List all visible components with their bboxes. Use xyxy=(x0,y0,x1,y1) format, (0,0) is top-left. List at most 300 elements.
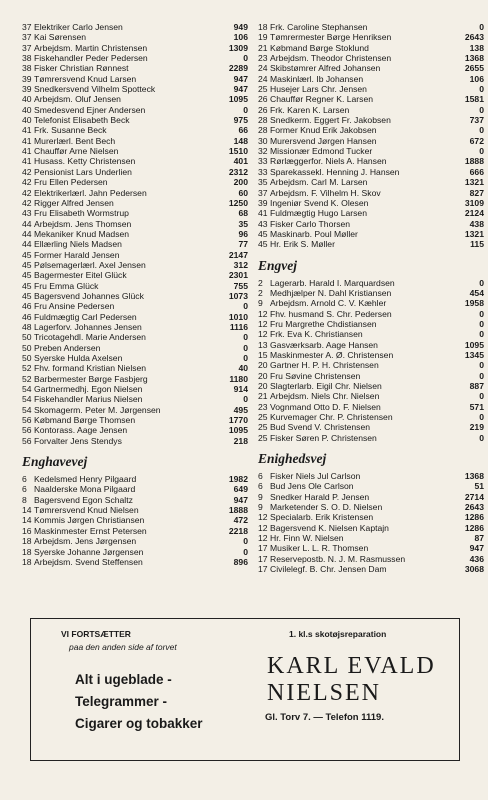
entry-phone: 0 xyxy=(479,318,484,329)
directory-entry xyxy=(22,515,248,525)
directory-entry xyxy=(258,84,484,94)
directory-entry xyxy=(22,557,248,567)
entry-phone: 947 xyxy=(233,494,248,505)
directory-entry xyxy=(258,288,484,298)
entry-phone: 66 xyxy=(238,125,248,136)
entry-name: Vognmand Otto D. F. Nielsen xyxy=(270,401,381,412)
entry-number: 56 xyxy=(22,415,32,426)
directory-entry xyxy=(22,436,248,446)
entry-phone: 1309 xyxy=(228,42,248,53)
entry-phone: 1888 xyxy=(464,156,484,167)
entry-number: 40 xyxy=(22,94,32,105)
ad-brand-line1: KARL EVALD xyxy=(267,653,436,679)
directory-entry xyxy=(258,329,484,339)
entry-phone: 0 xyxy=(243,353,248,363)
directory-entry xyxy=(22,505,248,515)
entry-number: 12 xyxy=(258,522,268,533)
entry-number: 9 xyxy=(258,502,263,513)
entry-name: Slagterlarb. Eigil Chr. Nielsen xyxy=(270,381,382,391)
entry-phone: 454 xyxy=(469,287,484,298)
entry-phone: 436 xyxy=(469,553,484,564)
directory-entry xyxy=(22,94,248,104)
entry-phone: 401 xyxy=(233,156,248,167)
entry-phone: 40 xyxy=(238,363,248,374)
entry-phone: 0 xyxy=(479,22,484,32)
entry-number: 25 xyxy=(258,432,268,443)
entry-name: Elektrikerlærl. Jahn Pedersen xyxy=(34,187,147,198)
directory-entry xyxy=(258,63,484,73)
entry-phone: 1095 xyxy=(228,425,248,436)
entry-phone: 60 xyxy=(238,187,248,198)
entry-name: Rigger Alfred Jensen xyxy=(34,197,114,208)
directory-entry xyxy=(22,53,248,63)
entry-phone: 1368 xyxy=(464,471,484,482)
entry-phone: 1321 xyxy=(464,177,484,188)
entry-number: 38 xyxy=(22,53,32,64)
entry-number: 6 xyxy=(22,474,27,485)
entry-number: 6 xyxy=(258,471,263,482)
directory-entry xyxy=(22,74,248,84)
entry-number: 23 xyxy=(258,401,268,412)
entry-name: Smedesvend Ejner Andersen xyxy=(34,104,146,115)
ad-brand-line2: NIELSEN xyxy=(267,680,381,706)
entry-name: Arbejdsm. Oluf Jensen xyxy=(34,94,121,105)
entry-name: Syerske Johanne Jørgensen xyxy=(34,546,144,557)
entry-phone: 0 xyxy=(243,53,248,64)
directory-entry xyxy=(22,115,248,125)
entry-name: Maskinlærl. Ib Johansen xyxy=(270,73,364,84)
ad-tagline-2: Telegrammer - xyxy=(75,694,168,709)
entry-name: Skibstømrer Alfred Johansen xyxy=(270,63,381,74)
entry-number: 37 xyxy=(258,187,268,198)
advertisement-box xyxy=(30,618,460,761)
entry-phone: 1095 xyxy=(228,94,248,105)
entry-phone: 1073 xyxy=(228,290,248,301)
entry-name: Telefonist Elisabeth Beck xyxy=(34,115,130,126)
entry-name: Frk. Eva K. Christiansen xyxy=(270,329,363,340)
ad-continue-line2: paa den anden side af torvet xyxy=(69,642,177,652)
entry-phone: 887 xyxy=(469,381,484,391)
directory-entry xyxy=(22,177,248,187)
directory-entry xyxy=(258,512,484,522)
entry-phone: 106 xyxy=(469,73,484,84)
entry-number: 41 xyxy=(22,146,32,157)
directory-entry xyxy=(258,43,484,53)
entry-name: Fhv. formand Kristian Nielsen xyxy=(34,363,147,374)
entry-number: 40 xyxy=(22,104,32,115)
entry-number: 56 xyxy=(22,435,32,446)
entry-number: 43 xyxy=(22,208,32,219)
directory-entry xyxy=(22,208,248,218)
entry-number: 28 xyxy=(258,115,268,126)
directory-entry xyxy=(22,270,248,280)
entry-phone: 1770 xyxy=(228,415,248,426)
directory-entry xyxy=(258,298,484,308)
entry-number: 16 xyxy=(22,525,32,536)
entry-phone: 1095 xyxy=(464,339,484,350)
entry-name: Musiker L. L. R. Thomsen xyxy=(270,543,369,554)
entry-phone: 2714 xyxy=(464,491,484,502)
entry-phone: 77 xyxy=(238,239,248,250)
entry-number: 45 xyxy=(258,228,268,239)
directory-entry xyxy=(258,74,484,84)
directory-entry xyxy=(258,433,484,443)
entry-phone: 949 xyxy=(233,22,248,32)
entry-phone: 1510 xyxy=(228,146,248,157)
entry-number: 45 xyxy=(22,249,32,260)
entries-continued-left xyxy=(22,22,248,446)
street-heading-enighedsvej: Enighedsvej xyxy=(258,451,327,467)
entry-number: 28 xyxy=(258,125,268,136)
entry-name: Ingeniør Svend K. Olesen xyxy=(270,197,369,208)
entry-name: Pølsemagerlærl. Axel Jensen xyxy=(34,259,146,270)
entry-number: 8 xyxy=(22,494,27,505)
entry-number: 54 xyxy=(22,404,32,415)
directory-entry xyxy=(258,533,484,543)
entry-phone: 1286 xyxy=(464,522,484,533)
entry-number: 12 xyxy=(258,318,268,329)
entry-name: Preben Andersen xyxy=(34,342,101,353)
directory-entry xyxy=(22,32,248,42)
ad-continue-line1: VI FORTSÆTTER xyxy=(61,629,131,639)
entry-phone: 2289 xyxy=(228,63,248,74)
entry-number: 41 xyxy=(22,135,32,146)
entry-name: Tømrersvend Knud Nielsen xyxy=(34,505,139,516)
entry-name: Fru Søvine Christensen xyxy=(270,370,361,381)
directory-entry xyxy=(258,188,484,198)
directory-entry xyxy=(258,371,484,381)
directory-entry xyxy=(258,471,484,481)
directory-entry xyxy=(258,208,484,218)
entry-phone: 148 xyxy=(233,135,248,146)
directory-entry xyxy=(22,198,248,208)
entry-number: 39 xyxy=(22,84,32,95)
entry-number: 35 xyxy=(258,177,268,188)
directory-entry xyxy=(22,526,248,536)
directory-entry xyxy=(22,291,248,301)
entry-phone: 0 xyxy=(243,536,248,547)
entry-name: Former Knud Erik Jakobsen xyxy=(270,125,377,136)
entry-name: Fru Margrethe Chdistiansen xyxy=(270,318,377,329)
directory-entry xyxy=(22,353,248,363)
directory-entry xyxy=(258,543,484,553)
entry-name: Kai Sørensen xyxy=(34,32,87,43)
entry-name: Bud Svend V. Christensen xyxy=(270,422,371,433)
ad-brand xyxy=(267,653,436,707)
entry-phone: 947 xyxy=(469,543,484,554)
entry-number: 25 xyxy=(258,84,268,95)
directory-entry xyxy=(22,167,248,177)
entry-number: 41 xyxy=(22,156,32,167)
directory-entry xyxy=(22,63,248,73)
entry-name: Tømrermester Børge Henriksen xyxy=(270,32,392,43)
entry-name: Civilelegf. B. Chr. Jensen Dam xyxy=(270,564,387,575)
entry-phone: 2312 xyxy=(228,166,248,177)
directory-entry xyxy=(258,22,484,32)
entry-name: Naalderske Mona Pilgaard xyxy=(34,484,136,495)
entry-phone: 1180 xyxy=(229,373,248,384)
entry-phone: 0 xyxy=(243,301,248,312)
entry-number: 46 xyxy=(22,311,32,322)
entry-number: 26 xyxy=(258,94,268,105)
entry-phone: 827 xyxy=(469,187,484,198)
entry-phone: 1368 xyxy=(464,53,484,64)
directory-entry xyxy=(258,492,484,502)
entry-phone: 0 xyxy=(479,432,484,443)
directory-entry xyxy=(258,239,484,249)
entry-phone: 0 xyxy=(479,370,484,381)
directory-entry xyxy=(258,198,484,208)
left-column xyxy=(22,22,248,567)
entry-name: Frk. Caroline Stephansen xyxy=(270,22,368,32)
directory-entry xyxy=(258,278,484,288)
entry-name: Arbejdsm. Niels Chr. Nielsen xyxy=(270,391,380,402)
entry-name: Pensionist Lars Underlien xyxy=(34,166,132,177)
directory-entry xyxy=(258,422,484,432)
entry-phone: 218 xyxy=(233,435,248,446)
directory-entry xyxy=(22,188,248,198)
entry-number: 17 xyxy=(258,564,268,575)
entry-number: 32 xyxy=(258,146,268,157)
entry-number: 52 xyxy=(22,363,32,374)
entry-number: 9 xyxy=(258,298,263,309)
entry-phone: 1345 xyxy=(464,349,484,360)
entry-number: 45 xyxy=(258,239,268,250)
entry-name: Marketender S. O. D. Nielsen xyxy=(270,502,383,513)
entry-name: Tricotagehdl. Marie Andersen xyxy=(34,332,146,343)
entry-number: 21 xyxy=(258,391,268,402)
entry-name: Chauffør Arne Nielsen xyxy=(34,146,119,157)
directory-entry xyxy=(22,394,248,404)
entry-name: Former Harald Jensen xyxy=(34,249,120,260)
entries-enighedsvej xyxy=(258,471,484,574)
entry-name: Arbejdsm. Svend Steffensen xyxy=(34,556,143,567)
entry-number: 41 xyxy=(22,125,32,136)
directory-entry xyxy=(258,146,484,156)
directory-entry xyxy=(258,53,484,63)
directory-entry xyxy=(22,105,248,115)
entry-name: Gartner H. P. H. Christensen xyxy=(270,360,379,371)
directory-entry xyxy=(22,125,248,135)
entry-name: Snedker Harald P. Jensen xyxy=(270,491,370,502)
directory-entry xyxy=(22,312,248,322)
entry-number: 37 xyxy=(22,42,32,53)
entry-number: 45 xyxy=(22,259,32,270)
entry-name: Lagerarb. Harald I. Marquardsen xyxy=(270,277,395,288)
entry-phone: 896 xyxy=(233,556,248,567)
entry-number: 42 xyxy=(22,187,32,198)
directory-entry xyxy=(258,115,484,125)
entry-name: Arbejdsm. Jens Thomsen xyxy=(34,218,132,229)
entry-name: Kurvemager Chr. P. Christensen xyxy=(270,412,393,423)
directory-entry xyxy=(22,146,248,156)
ad-address: Gl. Torv 7. — Telefon 1119. xyxy=(265,712,384,723)
directory-entry xyxy=(22,484,248,494)
directory-entry xyxy=(258,391,484,401)
entry-number: 25 xyxy=(258,422,268,433)
directory-entry xyxy=(258,105,484,115)
entry-name: Fisker Niels Jul Carlson xyxy=(270,471,361,482)
entry-number: 37 xyxy=(22,22,32,32)
entries-enghavevej xyxy=(22,474,248,567)
ad-tagline-1: Alt i ugeblade - xyxy=(75,672,172,687)
directory-entry xyxy=(258,481,484,491)
directory-entry xyxy=(258,381,484,391)
directory-entry xyxy=(22,415,248,425)
directory-entry xyxy=(22,136,248,146)
entry-phone: 0 xyxy=(479,329,484,340)
entry-phone: 1581 xyxy=(464,94,484,105)
entry-name: Forvalter Jens Stendys xyxy=(34,435,122,446)
entry-phone: 947 xyxy=(233,73,248,84)
entry-number: 30 xyxy=(258,135,268,146)
entry-phone: 947 xyxy=(233,84,248,95)
entry-number: 12 xyxy=(258,512,268,523)
directory-entry xyxy=(22,156,248,166)
entry-name: Snedkerm. Eggert Fr. Jakobsen xyxy=(270,115,391,126)
entry-name: Fru Ellen Pedersen xyxy=(34,177,108,188)
entry-name: Skomagerm. Peter M. Jørgensen xyxy=(34,404,161,415)
entry-name: Fru Ansine Pedersen xyxy=(34,301,115,312)
directory-entry xyxy=(22,322,248,332)
entry-name: Fuldmægtig Hugo Larsen xyxy=(270,208,367,219)
entry-phone: 0 xyxy=(243,394,248,405)
directory-entry xyxy=(258,309,484,319)
entry-name: Specialarb. Erik Kristensen xyxy=(270,512,374,523)
directory-entry xyxy=(22,495,248,505)
entry-name: Fisker Søren P. Christensen xyxy=(270,432,377,443)
entry-name: Husejer Lars Chr. Jensen xyxy=(270,84,367,95)
entry-name: Barbermester Børge Fasbjerg xyxy=(34,373,148,384)
directory-entry xyxy=(22,229,248,239)
entry-name: Arbejdsm. Martin Christensen xyxy=(34,42,148,53)
entry-number: 20 xyxy=(258,370,268,381)
entry-phone: 312 xyxy=(233,259,248,270)
directory-entry xyxy=(258,412,484,422)
directory-entry xyxy=(258,523,484,533)
entry-phone: 1321 xyxy=(464,228,484,239)
entry-phone: 219 xyxy=(469,422,484,433)
entry-number: 23 xyxy=(258,53,268,64)
entry-number: 12 xyxy=(258,308,268,319)
entry-phone: 737 xyxy=(469,115,484,126)
entry-phone: 2301 xyxy=(228,270,248,281)
entry-phone: 438 xyxy=(469,218,484,229)
directory-entry xyxy=(22,405,248,415)
entry-number: 56 xyxy=(22,425,32,436)
entry-name: Kontorass. Aage Jensen xyxy=(34,425,128,436)
entry-phone: 2643 xyxy=(464,32,484,43)
entry-name: Bud Jens Ole Carlson xyxy=(270,481,354,492)
ad-tagline-3: Cigarer og tobakker xyxy=(75,716,203,731)
directory-entry xyxy=(22,332,248,342)
entry-name: Fuldmægtig Carl Pedersen xyxy=(34,311,137,322)
entry-number: 13 xyxy=(258,339,268,350)
entry-number: 15 xyxy=(258,349,268,360)
entry-name: Reservepostb. N. J. M. Rasmussen xyxy=(270,553,406,564)
entry-number: 37 xyxy=(22,32,32,43)
entry-phone: 472 xyxy=(233,515,248,526)
directory-entry xyxy=(258,319,484,329)
entry-phone: 3109 xyxy=(464,197,484,208)
entry-name: Arbejdsm. Jens Jørgensen xyxy=(34,536,137,547)
entry-phone: 495 xyxy=(233,404,248,415)
entry-name: Murersvend Jørgen Hansen xyxy=(270,135,377,146)
directory-entry xyxy=(258,502,484,512)
entry-name: Arbejdsm. F. Vilhelm H. Skov xyxy=(270,187,381,198)
entry-name: Købmand Børge Stoklund xyxy=(270,42,369,53)
entry-phone: 0 xyxy=(479,277,484,288)
entry-name: Gasværksarb. Aage Hansen xyxy=(270,339,378,350)
entry-name: Bagermester Eitel Glück xyxy=(34,270,127,281)
entry-phone: 96 xyxy=(238,228,248,239)
entry-phone: 35 xyxy=(238,218,248,229)
entry-phone: 666 xyxy=(469,166,484,177)
entry-number: 6 xyxy=(22,484,27,495)
entry-name: Fru Emma Glück xyxy=(34,280,99,291)
directory-entry xyxy=(22,474,248,484)
entry-phone: 2147 xyxy=(228,249,248,260)
entry-phone: 1250 xyxy=(228,197,248,208)
entry-phone: 1958 xyxy=(464,298,484,309)
entry-name: Frk. Susanne Beck xyxy=(34,125,107,136)
entry-phone: 1888 xyxy=(228,505,248,516)
directory-entry xyxy=(22,250,248,260)
entry-number: 42 xyxy=(22,166,32,177)
entry-number: 21 xyxy=(258,42,268,53)
entry-name: Fisker Carlo Thorsen xyxy=(270,218,351,229)
entry-name: Maskinmester Ernst Petersen xyxy=(34,525,147,536)
entry-number: 14 xyxy=(22,505,32,516)
directory-entry xyxy=(258,156,484,166)
entry-name: Fru Elisabeth Wormstrup xyxy=(34,208,129,219)
entry-name: Fisker Christian Rønnest xyxy=(34,63,129,74)
entry-name: Fiskehandler Peder Pedersen xyxy=(34,53,148,64)
entry-phone: 138 xyxy=(469,42,484,53)
entry-number: 24 xyxy=(258,73,268,84)
street-heading-enghavevej: Enghavevej xyxy=(22,454,88,470)
directory-entry xyxy=(258,32,484,42)
directory-entry xyxy=(22,239,248,249)
entry-phone: 672 xyxy=(469,135,484,146)
entry-number: 26 xyxy=(258,104,268,115)
entry-number: 44 xyxy=(22,228,32,239)
entry-name: Købmand Børge Thomsen xyxy=(34,415,136,426)
directory-entry xyxy=(258,360,484,370)
entry-name: Ellærling Niels Madsen xyxy=(34,239,122,250)
directory-entry xyxy=(258,219,484,229)
entry-number: 44 xyxy=(22,239,32,250)
entry-phone: 649 xyxy=(233,484,248,495)
entry-phone: 0 xyxy=(243,546,248,557)
directory-entry xyxy=(258,564,484,574)
entry-name: Arbejdsm. Theodor Christensen xyxy=(270,53,392,64)
entry-name: Murerlærl. Bent Bech xyxy=(34,135,116,146)
entry-phone: 106 xyxy=(233,32,248,43)
entry-name: Sparekassekl. Henning J. Hansen xyxy=(270,166,400,177)
entry-phone: 68 xyxy=(238,208,248,219)
entry-phone: 1010 xyxy=(228,311,248,322)
entry-number: 33 xyxy=(258,166,268,177)
entry-phone: 0 xyxy=(479,308,484,319)
entry-number: 41 xyxy=(258,208,268,219)
entry-phone: 0 xyxy=(479,391,484,402)
entry-number: 45 xyxy=(22,280,32,291)
directory-entry xyxy=(22,281,248,291)
entry-phone: 0 xyxy=(479,360,484,371)
entry-number: 2 xyxy=(258,287,263,298)
entry-phone: 0 xyxy=(243,104,248,115)
